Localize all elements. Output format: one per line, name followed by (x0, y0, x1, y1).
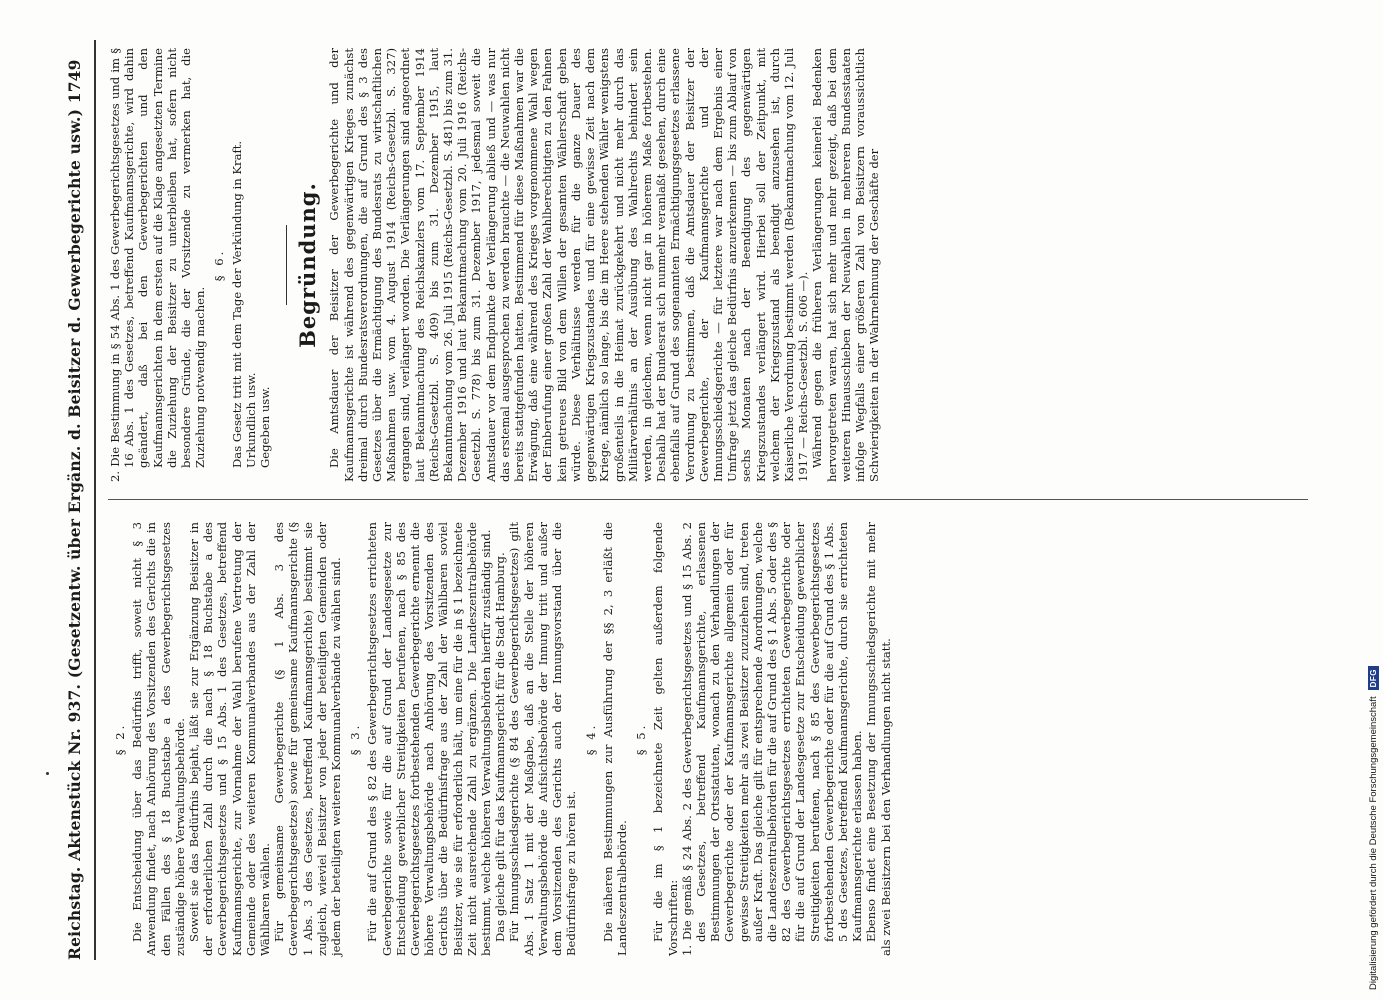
section-5-heading: § 5. (634, 722, 649, 756)
header-rule (94, 40, 96, 960)
section-4-para-1: Die näheren Bestimmungen zur Ausführung der §§ 2, 3 erläßt die Landeszentralbehörde. (600, 522, 629, 956)
section-5-para-1: Für die im § 1 bezeichnete Zeit gelten außerdem folgende Vorschriften: (651, 522, 680, 956)
rotated-document-page (60, 40, 1350, 960)
credit-text: Digitalisierung gefördert durch die Deutsche Forschungsgemeinschaft (1368, 696, 1379, 990)
begruendung-heading: Begründung. (295, 182, 321, 348)
digitization-credit (1368, 15, 1379, 990)
signoff-line-2: Gegeben usw. (258, 386, 273, 468)
section-5-item-1: 1. Die gemäß § 24 Abs. 2 des Gewerbegerichtsgesetzes und § 15 Abs. 2 des Gesetzes, betreffend Kaufmannsgerichte, erlassenen Bestimmungen der Ortsstatuten, wonach zu den Verhandlungen der Gewerbegerichte oder der Kaufmannsgerichte allgemein oder für gewisse Streitigkeiten mehr als zwei Beisitzer zuzuziehen sind, treten außer Kraft. Das gleiche gilt für entsprechende Anordnungen, welche die Landeszentralbehörden für die auf Grund des § 1 Abs. 5 oder des § 82 des Gewerbegerichtsgesetzes errichteten Gewerbegerichte oder für die auf Grund der Landesgesetze zur Entscheidung gewerblicher Streitigkeiten berufenen, nach § 85 des Gewerbegerichtsgesetzes fortbestehenden Gewerbegerichte oder für die auf Grund des § 1 Abs. 5 des Gesetzes, betreffend Kaufmannsgerichte, durch sie errichteten Kaufmannsgerichte erlassen haben. (679, 522, 865, 956)
running-head (60, 40, 90, 960)
section-3-para-1: Für die auf Grund des § 82 des Gewerbegerichtsgesetzes errichteten Gewerbegerichte sowie für die auf Grund der Landesgesetze zur Entscheidung gewerblicher Streitigkeiten berufenen, nach § 85 des Gewerbegerichtsgesetzes fortbestehenden Gewerbegerichte ernennt die höhere Verwaltungsbehörde nach Anhörung des Vorsitzenden des Gerichts über die Bedürfnisfrage aus der Zahl der Wählbaren soviel Beisitzer, wie sie für erforderlich hält, um eine für die in § 1 bezeichnete Zeit nicht ausreichende Zahl zu ergänzen. Die Landeszentralbehörde bestimmt, welche höheren Verwaltungsbehörden hierfür zuständig sind. (365, 522, 494, 956)
right-column (108, 48, 881, 482)
signoff-line-1: Urkundlich usw. (243, 372, 258, 468)
section-3-para-3: Für Innungsschiedsgerichte (§ 84 des Gewerbegerichtsgesetzes) gilt Abs. 1 Satz 1 mit der Maßgabe, daß an die Stelle der höheren Verwaltungsbehörde die Aufsichtsbehörde der Innung tritt und außer dem Vorsitzenden des Gerichts auch der Innungsvorstand über die Bedürfnisfrage zu hören ist. (507, 522, 579, 956)
dfg-logo: DFG (1368, 666, 1379, 690)
section-2-para-2: Soweit sie das Bedürfnis bejaht, läßt sie zur Ergänzung Beisitzer in der erforderlichen Zahl durch die nach § 18 Buchstabe a des Gewerbegerichtsgesetzes und § 15 Abs. 1 des Gesetzes, betreffend Kaufmannsgerichte, zur Vornahme der Wahl berufene Vertretung der Gemeinde oder des weiteren Kommunalverbandes aus der Zahl der Wählbaren wählen. (187, 522, 273, 956)
section-3-heading: § 3. (348, 722, 363, 756)
section-6-para-1: Das Gesetz tritt mit dem Tage der Verkündung in Kraft. (229, 140, 244, 468)
running-head-text: Reichstag. Aktenstück Nr. 937. (Gesetzentw. über Ergänz. d. Beisitzer d. Gewerbegerichte usw.) 1749 (64, 59, 84, 960)
section-3-para-2: Das gleiche gilt für das Kaufmannsgericht für die Stadt Hamburg. (493, 552, 508, 942)
begruendung-para-2: Während gegen die früheren Verlängerungen keinerlei Bedenken hervorgetreten waren, hat sich mehr und mehr gezeigt, daß bei dem weiteren Hinausschieben der Neuwahlen in mehreren Bundesstaaten infolge Wegfalls einer größeren Zahl von Beisitzern voraussichtlich Schwierigkeiten in der Wahrnehmung der Geschäfte der (810, 48, 882, 482)
section-5-para-2: Ebenso findet eine Besetzung der Innungsschiedsgerichte mit mehr als zwei Beisitzern bei den Verhandlungen nicht statt. (864, 522, 893, 956)
section-separator (286, 225, 287, 305)
left-column (108, 522, 893, 956)
section-2-para-3: Für gemeinsame Gewerbegerichte (§ 1 Abs. 3 des Gewerbegerichtsgesetzes) sowie für gemeinsame Kaufmannsgerichte (§ 1 Abs. 3 des Gesetzes, betreffend Kaufmannsgerichte) bestimmt sie zugleich, wieviel Beisitzer von jeder der beteiligten Gemeinden oder jedem der beteiligten weiteren Kommunalverbände zu wählen sind. (272, 522, 344, 956)
section-4-heading: § 4. (583, 722, 598, 756)
begruendung-para-1: Die Amtsdauer der Beisitzer der Gewerbegerichte und der Kaufmannsgerichte ist während des gegenwärtigen Krieges zunächst dreimal durch Bundesratsverordnungen, die auf Grund des § 3 des Gesetzes über die Ermächtigung des Bundesrats zu wirtschaftlichen Maßnahmen usw. vom 4. August 1914 (Reichs-Gesetzbl. S. 327) ergangen sind, verlängert worden. Die Verlängerungen sind angeordnet laut Bekanntmachung des Reichskanzlers vom 17. September 1914 (Reichs-Gesetzbl. S. 409) bis zum 31. Dezember 1915, laut Bekanntmachung vom 26. Juli 1915 (Reichs-Gesetzbl. S. 481) bis zum 31. Dezember 1916 und laut Bekanntmachung vom 20. Juli 1916 (Reichs-Gesetzbl. S. 778) bis zum 31. Dezember 1917, jedesmal soweit die Amtsdauer vor dem Endpunkte der Verlängerung abließ und — was nur das erstemal ausgesprochen zu werden brauchte — die Neuwahlen nicht bereits stattgefunden hatten. Bestimmend für diese Maßnahmen war die Erwägung, daß eine während des Krieges vorgenommene Wahl wegen der Einberufung einer großen Zahl der Wahlberechtigten zu den Fahnen kein getreues Bild von dem Willen der gesamten Wählerschaft geben würde. Diese Verhältnisse werden für die ganze Dauer des gegenwärtigen Kriegszustandes und für eine gewisse Zeit nach dem Kriege, nämlich so lange, bis die im Heere stehenden Wähler wenigstens großenteils in die Heimat zurückgekehrt und nicht mehr durch das Militärverhältnis an der Ausübung des Wahlrechts behindert sein werden, in gleichem, wenn nicht gar in höherem Maße fortbestehen. Deshalb hat der Bundesrat sich nunmehr veranlaßt gesehen, durch eine ebenfalls auf Grund des sogenannten Ermächtigungsgesetzes erlassene Verordnung zu bestimmen, daß die Amtsdauer der Beisitzer der Gewerbegerichte, der Kaufmannsgerichte und der Innungsschiedsgerichte — für letztere war nach dem Ergebnis einer Umfrage jetzt das gleiche Bedürfnis anzuerkennen — bis zum Ablauf von sechs Monaten nach der Beendigung des gegenwärtigen Kriegszustandes verlängert wird. Hierbei soll der Zeitpunkt, mit welchem der Kriegszustand als beendigt anzusehen ist, durch Kaiserliche Verordnung bestimmt werden (Bekanntmachung vom 12. Juli 1917 — Reichs-Gesetzbl. S. 606 —). (327, 48, 811, 482)
section-5-item-2: 2. Die Bestimmung in § 54 Abs. 1 des Gewerbegerichtsgesetzes und im § 16 Abs. 1 des Gesetzes, betreffend Kaufmannsgerichte, wird dahin geändert, daß bei den Gewerbegerichten und den Kaufmannsgerichten in dem ersten auf die Klage angesetzten Termine die Zuziehung der Beisitzer zu unterbleiben hat, sofern nicht besondere Gründe, die der Vorsitzende zu vermerken hat, die Zuziehung notwendig machen. (108, 48, 208, 482)
section-2-heading: § 2. (113, 722, 127, 756)
scan-speck (46, 772, 49, 775)
section-6-heading: § 6. (212, 248, 227, 282)
column-divider (108, 499, 1308, 500)
section-2-para-1: Die Entscheidung über das Bedürfnis trifft, soweit nicht § 3 Anwendung findet, nach Anhörung des Vorsitzenden des Gerichts die in den Fällen des § 18 Buchstabe a des Gewerbegerichtsgesetzes zuständige höhere Verwaltungsbehörde. (130, 522, 187, 956)
